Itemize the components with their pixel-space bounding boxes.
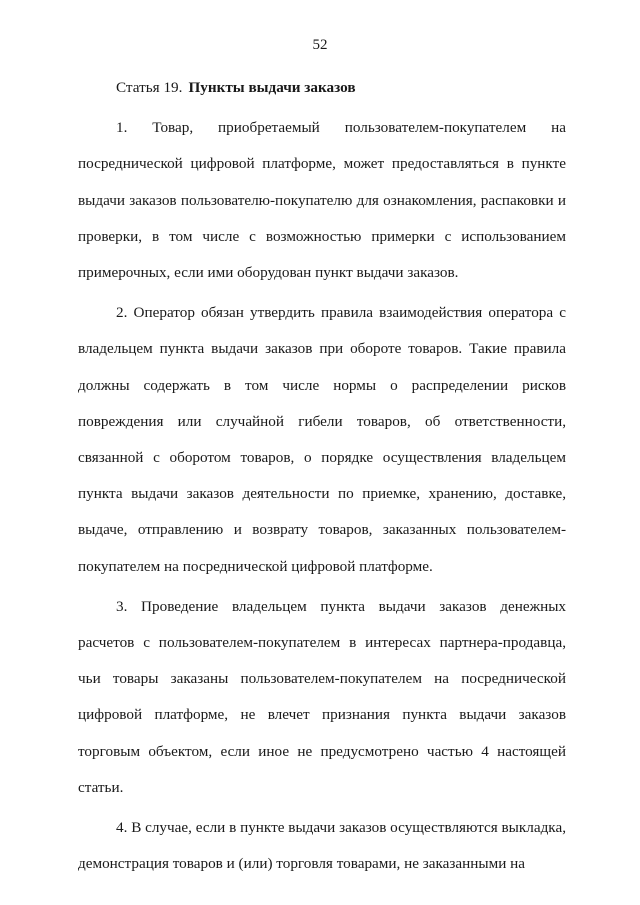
paragraph-2: 2. Оператор обязан утвердить правила взаимодействия оператора с владельцем пункта выдачи заказов при обороте товаров. Такие правила должны содержать в том числе нормы о распределении рисков повреждения или случайной гибели товаров, об ответственности, связанной с оборотом товаров, о порядке осуществления владельцем пункта выдачи заказов деятельности по приемке, хранению, доставке, выдаче, отправлению и возврату товаров, заказанных пользователем-покупателем на посреднической цифровой платформе. <box>78 304 566 575</box>
document-body <box>78 70 566 882</box>
article-heading <box>78 70 566 106</box>
paragraph-3: 3. Проведение владельцем пункта выдачи заказов денежных расчетов с пользователем-покупателем в интересах партнера-продавца, чьи товары заказаны пользователем-покупателем на посреднической цифровой платформе, не влечет признания пункта выдачи заказов торговым объектом, если иное не предусмотрено частью 4 настоящей статьи. <box>78 597 566 796</box>
article-title: Пункты выдачи заказов <box>188 79 356 96</box>
paragraph-4: 4. В случае, если в пункте выдачи заказов осуществляются выкладка, демонстрация товаров и (или) торговля товарами, не заказанными на <box>78 819 566 873</box>
article-label: Статья 19. <box>116 79 183 96</box>
page-number: 52 <box>312 37 328 53</box>
paragraph-1: 1. Товар, приобретаемый пользователем-покупателем на посреднической цифровой платформе, может предоставляться в пункте выдачи заказов пользователю-покупателю для ознакомления, распаковки и проверки, в том числе с возможностью примерки с использованием примерочных, если ими оборудован пункт выдачи заказов. <box>78 119 566 282</box>
